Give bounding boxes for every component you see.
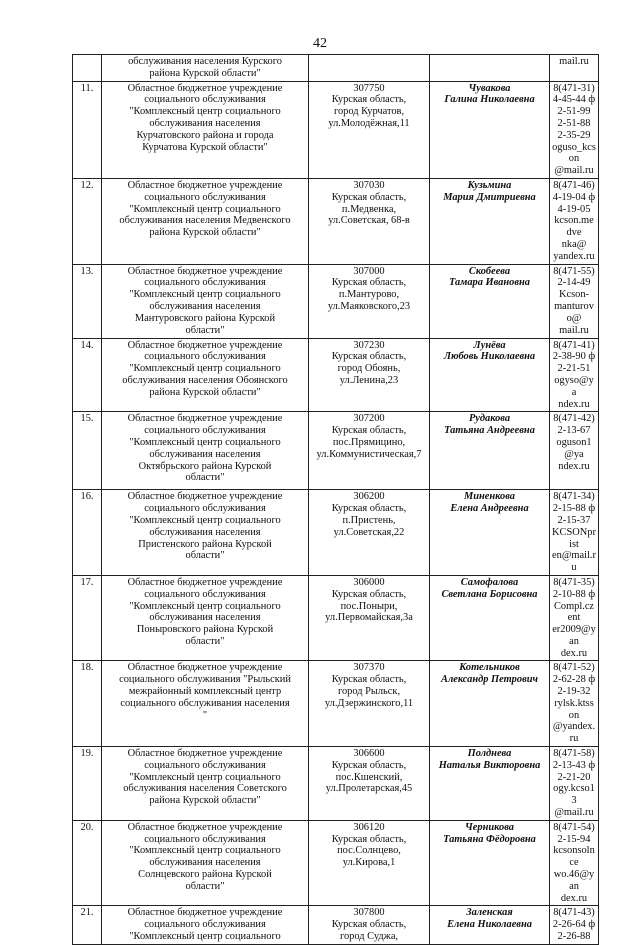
director-line: Наталья Викторовна <box>438 759 541 771</box>
institution-name-line: "Комплексный центр социального <box>129 289 281 301</box>
institution-name-line: Мантуровского района Курской <box>134 312 276 324</box>
institution-name-line: обслуживания населения Советского <box>123 783 287 795</box>
institution-name-line: социального обслуживания <box>144 919 266 931</box>
institution-name-line: социального обслуживания <box>144 588 266 600</box>
institution-name-line: обслуживания населения <box>149 448 261 460</box>
address-line: Курская область, <box>331 919 407 931</box>
director-cell <box>430 661 550 747</box>
row-number-cell: 21. <box>73 906 102 944</box>
address-cell <box>309 55 430 82</box>
institution-name-line: Пристенского района Курской <box>138 538 272 550</box>
address-line: Курская область, <box>331 191 407 203</box>
address-line: Курская область, <box>331 588 407 600</box>
address-line: ул.Первомайская,3а <box>325 612 413 624</box>
institution-name-line: Областное бюджетное учреждение <box>127 265 283 277</box>
institution-name-line: обслуживания населения <box>149 857 261 869</box>
table-row <box>73 820 599 906</box>
contacts-line: 8(471-58) <box>553 748 595 760</box>
contacts-cell <box>550 81 599 178</box>
institution-name-line: Областное бюджетное учреждение <box>127 339 283 351</box>
address-line: пос.Кшенский, <box>335 771 403 783</box>
address-cell <box>309 81 430 178</box>
contacts-line: 2-15-94 <box>557 833 591 845</box>
institution-name-line: Поныровского района Курской <box>136 624 274 636</box>
institution-name-line: социального обслуживания <box>144 277 266 289</box>
institution-name-line: "Комплексный центр социального <box>129 845 281 857</box>
contacts-cell <box>550 264 599 338</box>
contacts-line: 2-15-37 <box>557 514 591 526</box>
institution-name-line: Областное бюджетное учреждение <box>127 413 283 425</box>
director-line: Светлана Борисовна <box>441 588 538 600</box>
director-cell <box>430 412 550 490</box>
address-line: пос.Поныри, <box>340 600 398 612</box>
institution-name-line: области" <box>185 472 225 484</box>
table-row <box>73 412 599 490</box>
contacts-line: 2-26-88 <box>557 931 591 943</box>
contacts-cell <box>550 490 599 576</box>
contacts-line: 8(471-55) <box>553 265 595 277</box>
address-line: 306200 <box>353 491 385 503</box>
address-line: 307230 <box>353 339 385 351</box>
institution-name-line: обслуживания населения <box>149 526 261 538</box>
institution-name-line: социального обслуживания <box>144 425 266 437</box>
contacts-line: 8(471-34) <box>553 491 595 503</box>
institution-name-cell <box>102 264 309 338</box>
table-row <box>73 338 599 412</box>
institution-name-line: социального обслуживания <box>144 503 266 515</box>
institution-name-line: обслуживания населения Курского <box>128 56 282 67</box>
address-line: город Суджа, <box>339 931 399 943</box>
contacts-line: rylsk.ktsson <box>554 697 594 721</box>
director-line: Александр Петрович <box>441 674 538 686</box>
contacts-line: ndex.ru <box>558 398 590 410</box>
contacts-line: @mail.ru <box>554 165 594 177</box>
row-number-cell: 15. <box>73 412 102 490</box>
address-line: п.Пристень, <box>342 514 396 526</box>
institution-name-cell <box>102 661 309 747</box>
director-line: Черникова <box>465 821 514 833</box>
institution-name-line: области" <box>185 324 225 336</box>
contacts-line: mail.ru <box>559 324 589 336</box>
institution-name-line: района Курской области" <box>149 795 261 807</box>
contacts-cell <box>550 906 599 944</box>
director-line: Рудакова <box>468 413 511 425</box>
contacts-line: 8(471-42) <box>553 413 595 425</box>
table-row <box>73 178 599 264</box>
contacts-line: dex.ru <box>560 892 588 904</box>
director-cell <box>430 575 550 661</box>
institution-name-cell <box>102 338 309 412</box>
institution-name-line: области" <box>185 635 225 647</box>
address-line: Курская область, <box>331 94 407 106</box>
contacts-line: ndex.ru <box>558 460 590 472</box>
director-line: Татьяна Фёдоровна <box>443 833 536 845</box>
address-line: пос.Прямицино, <box>332 436 406 448</box>
table-body <box>73 55 599 945</box>
institution-name-cell <box>102 906 309 944</box>
institution-name-line: Курчатова Курской области" <box>142 141 268 153</box>
contacts-line: kcsonsolnce <box>553 845 595 869</box>
contacts-line: 2-21-51 <box>557 363 591 375</box>
contacts-line: 8(471-31) <box>553 82 595 94</box>
institution-name-cell <box>102 178 309 264</box>
contacts-line: 8(471-54) <box>553 821 595 833</box>
contacts-line: 4-19-04 ф <box>552 191 596 203</box>
institution-name-line: "Комплексный центр социального <box>129 106 281 118</box>
address-line: п.Медвенка, <box>341 203 397 215</box>
director-cell <box>430 178 550 264</box>
institution-name-line: обслуживания населения <box>149 612 261 624</box>
address-line: ул.Маяковского,23 <box>327 300 411 312</box>
director-line: Самофалова <box>460 576 519 588</box>
address-line: Курская область, <box>331 503 407 515</box>
director-line: Елена Николаевна <box>447 919 532 931</box>
address-cell <box>309 490 430 576</box>
institution-name-line: "Комплексный центр социального <box>129 436 281 448</box>
institution-name-line: социального обслуживания <box>144 191 266 203</box>
institution-name-cell <box>102 81 309 178</box>
address-line: ул.Ленина,23 <box>339 374 399 386</box>
address-line: п.Мантурово, <box>338 289 400 301</box>
address-cell <box>309 178 430 264</box>
address-cell <box>309 338 430 412</box>
address-line: город Обоянь, <box>337 363 401 375</box>
contacts-line: 2-19-32 <box>557 686 591 698</box>
address-line: Курская область, <box>331 833 407 845</box>
contacts-line: 2-13-67 <box>557 425 591 437</box>
director-line: Татьяна Андреевна <box>444 425 535 437</box>
contacts-line: 8(471-43) <box>553 907 595 919</box>
institution-name-cell <box>102 747 309 821</box>
contacts-line: er2009@yan <box>552 624 596 647</box>
address-line: город Рыльск, <box>337 686 401 698</box>
director-line: Кузьмина <box>467 179 512 191</box>
institution-name-line: "Комплексный центр социального <box>129 931 281 943</box>
address-line: 307750 <box>353 82 385 94</box>
institution-name-line: обслуживания населения <box>149 117 261 129</box>
row-number-cell: 14. <box>73 338 102 412</box>
address-cell <box>309 820 430 906</box>
address-line: 306600 <box>353 748 385 760</box>
contacts-line: 2-13-43 ф <box>552 759 596 771</box>
director-line: Чувакова <box>468 82 511 94</box>
director-line: Скобеева <box>468 265 511 277</box>
director-line: Тамара Ивановна <box>449 277 530 289</box>
institution-name-line: социального обслуживания <box>144 94 266 106</box>
address-line: Курская область, <box>331 759 407 771</box>
institution-name-line: социального обслуживания <box>144 833 266 845</box>
table-row <box>73 575 599 661</box>
page-number: 42 <box>313 36 327 51</box>
contacts-line: 8(471-52) <box>553 662 595 674</box>
contacts-line: 2-14-49 <box>557 277 591 289</box>
contacts-line: ogyso@ya <box>554 374 594 398</box>
institution-name-line: Солнцевского района Курской <box>138 869 272 881</box>
contacts-line: kcson.medve <box>554 215 594 239</box>
address-cell <box>309 906 430 944</box>
director-line: Любовь Николаевна <box>443 351 536 363</box>
institution-name-line: социального обслуживания <box>144 351 266 363</box>
institution-name-line: "Комплексный центр социального <box>129 514 281 526</box>
director-line: Котельников <box>459 662 520 674</box>
contacts-line: 8(471-46) <box>553 179 595 191</box>
table-row <box>73 81 599 178</box>
institution-name-line: Областное бюджетное учреждение <box>127 907 283 919</box>
institution-name-cell <box>102 575 309 661</box>
contacts-line: 2-15-88 ф <box>552 503 596 515</box>
address-cell <box>309 575 430 661</box>
address-line: 307030 <box>353 179 385 191</box>
contacts-cell <box>550 55 599 82</box>
institution-name-cell <box>102 490 309 576</box>
director-line: Миненкова <box>464 491 515 503</box>
address-line: 306000 <box>353 576 385 588</box>
director-cell <box>430 747 550 821</box>
address-cell <box>309 412 430 490</box>
institution-name-line: Областное бюджетное учреждение <box>127 748 283 760</box>
institution-name-line: обслуживания населения Обоянского <box>122 374 288 386</box>
director-cell <box>430 906 550 944</box>
contacts-line: nka@ <box>561 238 587 250</box>
contacts-line: 2-10-88 ф <box>552 588 596 600</box>
contacts-line: 2-62-28 ф <box>552 674 596 686</box>
contacts-line: en@mail.ru <box>552 550 596 574</box>
institution-name-line: Курчатовского района и города <box>136 129 274 141</box>
contacts-line: manturovo@ <box>554 300 594 324</box>
institution-name-line: "Комплексный центр социального <box>129 771 281 783</box>
contacts-line: Kcson- <box>558 289 589 301</box>
address-line: ул.Коммунистическая,7 <box>316 448 422 460</box>
director-cell <box>430 338 550 412</box>
address-line: 307800 <box>353 907 385 919</box>
institution-name-line: Областное бюджетное учреждение <box>127 82 283 94</box>
contacts-line: mail.ru <box>559 56 589 67</box>
contacts-line: dex.ru <box>560 647 588 659</box>
address-cell <box>309 264 430 338</box>
contacts-line: 2-26-64 ф <box>552 919 596 931</box>
address-cell <box>309 747 430 821</box>
contacts-cell <box>550 820 599 906</box>
address-line: ул.Молодёжная,11 <box>328 117 410 129</box>
address-line: ул.Кирова,1 <box>342 857 396 869</box>
address-line: 307000 <box>353 265 385 277</box>
contacts-line: yandex.ru <box>553 250 595 262</box>
institutions-table <box>72 54 599 945</box>
address-cell <box>309 661 430 747</box>
director-line: Елена Андреевна <box>450 503 529 515</box>
table-row <box>73 55 599 82</box>
row-number-cell: 17. <box>73 575 102 661</box>
institution-name-line: "Комплексный центр социального <box>129 203 281 215</box>
director-line: Полднева <box>467 748 512 760</box>
institution-name-line: района Курской области" <box>149 227 261 239</box>
institution-name-line: Областное бюджетное учреждение <box>127 576 283 588</box>
institution-name-line: области" <box>185 550 225 562</box>
address-line: ул.Советская,22 <box>333 526 405 538</box>
director-line: Лунёва <box>473 339 506 351</box>
address-line: ул.Советская, 68-в <box>328 215 410 227</box>
institution-name-line: обслуживания населения Медвенского <box>119 215 291 227</box>
address-line: 306120 <box>353 821 385 833</box>
address-line: Курская область, <box>331 674 407 686</box>
address-line: Курская область, <box>331 425 407 437</box>
institution-name-line: района Курской области" <box>149 67 261 79</box>
director-line: Заленская <box>466 907 513 919</box>
address-line: Курская область, <box>331 277 407 289</box>
institution-name-line: " <box>202 709 208 721</box>
row-number-cell: 18. <box>73 661 102 747</box>
contacts-line: Compl.czent <box>553 600 595 624</box>
institution-name-line: "Комплексный центр социального <box>129 600 281 612</box>
director-cell <box>430 820 550 906</box>
institution-name-line: социального обслуживания "Рыльский <box>119 674 291 686</box>
row-number-cell: 12. <box>73 178 102 264</box>
director-cell <box>430 490 550 576</box>
contacts-line: wo.46@yan <box>553 869 595 892</box>
contacts-cell <box>550 661 599 747</box>
director-cell <box>430 55 550 82</box>
address-line: пос.Солнцево, <box>337 845 401 857</box>
director-line: Галина Николаевна <box>444 94 535 106</box>
institution-name-line: социального обслуживания населения <box>120 697 290 709</box>
address-line: 307200 <box>353 413 385 425</box>
director-cell <box>430 264 550 338</box>
address-line: ул.Дзержинского,11 <box>324 697 414 709</box>
institution-name-cell <box>102 412 309 490</box>
contacts-line: 8(471-41) <box>553 339 595 351</box>
contacts-line: 2-51-99 <box>557 106 591 118</box>
contacts-line: 4-45-44 ф <box>552 94 596 106</box>
contacts-line: oguson1@ya <box>556 436 592 460</box>
row-number-cell: 13. <box>73 264 102 338</box>
institution-name-cell <box>102 820 309 906</box>
director-line: Мария Дмитриевна <box>443 191 536 203</box>
row-number-cell: 20. <box>73 820 102 906</box>
address-line: город Курчатов, <box>333 106 405 118</box>
institution-name-line: межрайонный комплексный центр <box>128 686 282 698</box>
table-row <box>73 490 599 576</box>
row-number-cell: 19. <box>73 747 102 821</box>
row-number-cell: 16. <box>73 490 102 576</box>
contacts-line: 2-51-88 <box>557 117 591 129</box>
contacts-line: oguso_kcson <box>552 141 596 165</box>
institution-name-line: области" <box>185 880 225 892</box>
institution-name-line: Областное бюджетное учреждение <box>127 179 283 191</box>
contacts-line: 2-21-20 <box>557 771 591 783</box>
contacts-cell <box>550 178 599 264</box>
institution-name-line: Областное бюджетное учреждение <box>127 491 283 503</box>
table-row <box>73 747 599 821</box>
contacts-line: ogy.kcso13 <box>553 783 595 807</box>
director-cell <box>430 81 550 178</box>
contacts-line: 4-19-05 <box>557 203 591 215</box>
address-line: 307370 <box>353 662 385 674</box>
contacts-line: 2-38-90 ф <box>552 351 596 363</box>
institution-name-cell <box>102 55 309 82</box>
address-line: ул.Пролетарская,45 <box>325 783 413 795</box>
table-row <box>73 264 599 338</box>
row-number-cell: 11. <box>73 81 102 178</box>
institution-name-line: Областное бюджетное учреждение <box>127 662 283 674</box>
institution-name-line: "Комплексный центр социального <box>129 363 281 375</box>
institution-name-line: социального обслуживания <box>144 759 266 771</box>
table-row <box>73 661 599 747</box>
table-row <box>73 906 599 944</box>
contacts-line: 8(471-35) <box>553 576 595 588</box>
row-number-cell <box>73 55 102 82</box>
contacts-line: @yandex.ru <box>552 721 596 745</box>
contacts-cell <box>550 338 599 412</box>
contacts-line: 2-35-29 <box>557 129 591 141</box>
contacts-cell <box>550 412 599 490</box>
institution-name-line: района Курской области" <box>149 386 261 398</box>
contacts-cell <box>550 747 599 821</box>
institution-name-line: Областное бюджетное учреждение <box>127 821 283 833</box>
address-line: Курская область, <box>331 351 407 363</box>
contacts-line: @mail.ru <box>554 807 594 819</box>
contacts-line: KCSONprist <box>552 526 596 550</box>
institution-name-line: обслуживания населения <box>149 300 261 312</box>
institution-name-line: Октябрьского района Курской <box>138 460 272 472</box>
contacts-cell <box>550 575 599 661</box>
